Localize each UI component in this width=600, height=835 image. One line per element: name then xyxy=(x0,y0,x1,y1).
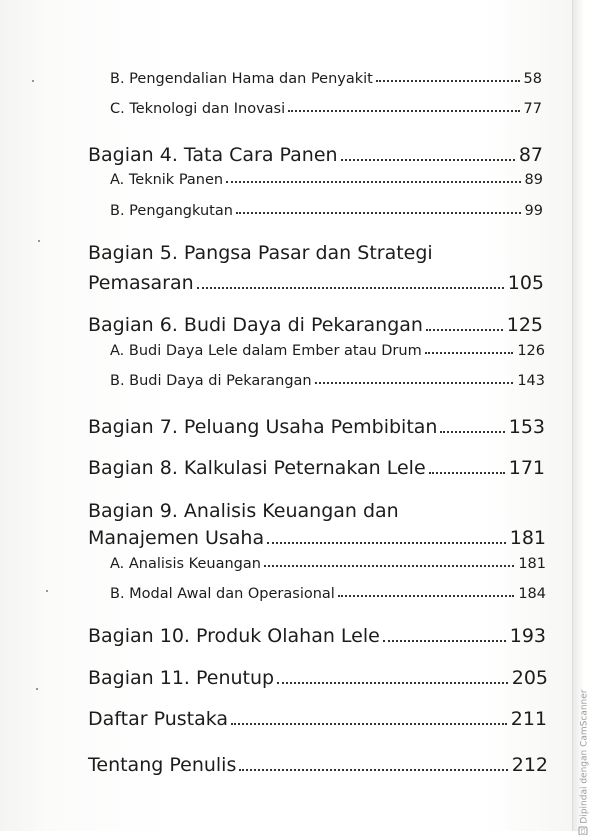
toc-page-number: 89 xyxy=(524,172,543,188)
camscanner-watermark xyxy=(574,689,594,834)
dot-leader xyxy=(231,723,507,725)
toc-entry[interactable] xyxy=(110,586,546,602)
toc-page-number: 211 xyxy=(510,708,547,730)
toc-entry-label: Bagian 10. Produk Olahan Lele xyxy=(88,625,380,647)
dot-leader xyxy=(341,159,515,161)
toc-page-number: 193 xyxy=(509,625,546,647)
toc-entry[interactable] xyxy=(110,556,546,572)
dot-leader xyxy=(383,640,506,642)
toc-page-number: 58 xyxy=(523,71,542,87)
dot-leader xyxy=(264,565,514,567)
toc-entry-label: B. Pengendalian Hama dan Penyakit xyxy=(110,71,373,87)
toc-page-number: 126 xyxy=(517,343,545,359)
dot-leader xyxy=(236,212,521,214)
dot-leader xyxy=(429,472,505,474)
toc-entry[interactable] xyxy=(110,343,545,359)
toc-entry-label: B. Modal Awal dan Operasional xyxy=(110,586,335,602)
dot-leader xyxy=(277,682,508,684)
speck xyxy=(36,688,38,690)
toc-entry-label: Bagian 11. Penutup xyxy=(88,667,275,689)
toc-entry[interactable] xyxy=(110,373,545,389)
dot-leader xyxy=(226,181,520,183)
toc-entry-label: Bagian 4. Tata Cara Panen xyxy=(88,144,338,166)
toc-entry-label: B. Budi Daya di Pekarangan xyxy=(110,373,312,389)
dot-leader xyxy=(197,287,504,289)
toc-entry[interactable] xyxy=(88,457,545,479)
toc-page-number: 171 xyxy=(508,457,545,479)
toc-entry[interactable] xyxy=(110,101,542,117)
speck xyxy=(46,590,48,592)
toc-page-number: 125 xyxy=(506,314,543,336)
speck xyxy=(32,80,34,82)
toc-page-number: 99 xyxy=(524,203,543,219)
toc-entry-label: A. Budi Daya Lele dalam Ember atau Drum xyxy=(110,343,422,359)
dot-leader xyxy=(267,542,506,544)
dot-leader xyxy=(376,80,520,82)
toc-entry-label: Bagian 5. Pangsa Pasar dan Strategi xyxy=(88,242,433,264)
toc-entry-label: Bagian 7. Peluang Usaha Pembibitan xyxy=(88,416,438,438)
toc-entry[interactable] xyxy=(88,314,543,336)
watermark-text: Dipindai dengan CamScanner xyxy=(579,689,590,824)
toc-page-number: 105 xyxy=(507,272,544,294)
toc-entry[interactable] xyxy=(88,754,548,776)
dot-leader xyxy=(425,352,514,354)
toc-entry[interactable] xyxy=(110,172,543,188)
speck xyxy=(38,240,40,242)
toc-page-number: 184 xyxy=(518,586,546,602)
dot-leader xyxy=(426,329,503,331)
toc-entry-label: Bagian 8. Kalkulasi Peternakan Lele xyxy=(88,457,426,479)
svg-text:CS: CS xyxy=(581,827,588,834)
toc-entry[interactable] xyxy=(88,272,544,294)
toc-entry-label: Tentang Penulis xyxy=(88,754,237,776)
toc-entry[interactable] xyxy=(88,527,546,549)
toc-page-number: 77 xyxy=(523,101,542,117)
toc-entry[interactable] xyxy=(110,203,543,219)
toc-entry-label: Bagian 9. Analisis Keuangan dan xyxy=(88,500,399,522)
dot-leader xyxy=(239,769,507,771)
dot-leader xyxy=(288,110,519,112)
toc-entry[interactable] xyxy=(88,144,543,166)
toc-page-number: 87 xyxy=(518,144,543,166)
toc-page-number: 153 xyxy=(508,416,545,438)
toc-entry-label: Daftar Pustaka xyxy=(88,708,229,730)
toc-entry-label: A. Analisis Keuangan xyxy=(110,556,261,572)
toc-entry[interactable] xyxy=(110,71,542,87)
toc-entry[interactable] xyxy=(88,625,546,647)
toc-entry[interactable] xyxy=(88,667,548,689)
dot-leader xyxy=(338,595,514,597)
camscanner-cs-icon xyxy=(579,826,588,835)
toc-entry[interactable] xyxy=(88,708,547,730)
toc-page-number: 143 xyxy=(517,373,545,389)
toc-page-number: 181 xyxy=(518,556,546,572)
toc-entry-label: A. Teknik Panen xyxy=(110,172,224,188)
toc-entry-continuation: Manajemen Usaha xyxy=(88,527,265,549)
dot-leader xyxy=(440,431,504,433)
dot-leader xyxy=(315,382,514,384)
toc-entry[interactable] xyxy=(88,416,545,438)
toc-entry-continuation: Pemasaran xyxy=(88,272,194,294)
toc-entry-label: C. Teknologi dan Inovasi xyxy=(110,101,286,117)
toc-entry-label: B. Pengangkutan xyxy=(110,203,233,219)
toc-page-number: 181 xyxy=(509,527,546,549)
toc-page-number: 205 xyxy=(511,667,548,689)
toc-page-number: 212 xyxy=(511,754,548,776)
toc-entry-label: Bagian 6. Budi Daya di Pekarangan xyxy=(88,314,423,336)
